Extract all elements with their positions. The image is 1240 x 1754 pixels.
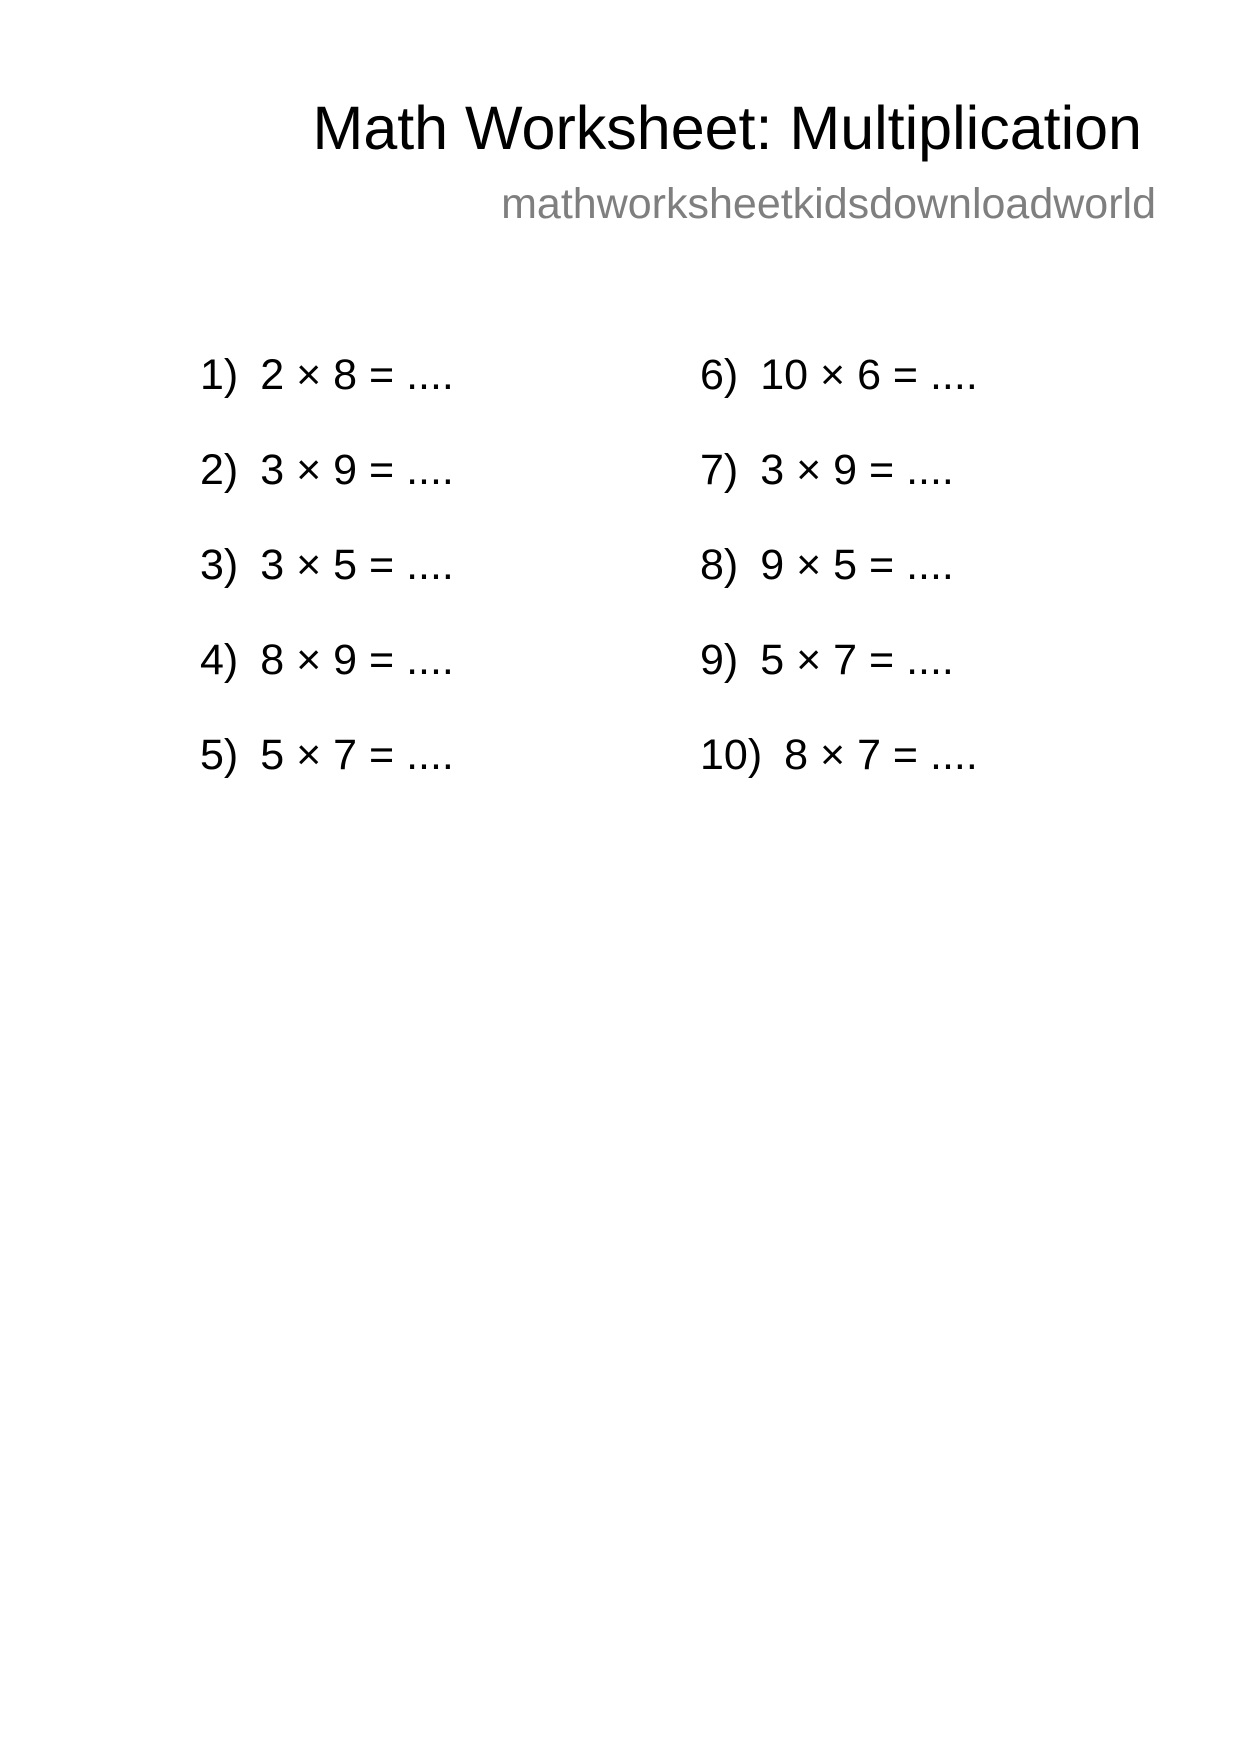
problem-number: 6) — [700, 351, 739, 399]
problem-number: 1) — [200, 351, 239, 399]
problem-expression: 10 × 6 = .... — [760, 351, 978, 399]
problem-expression: 3 × 5 = .... — [260, 541, 454, 589]
problem-expression: 5 × 7 = .... — [260, 731, 454, 779]
problem-number: 4) — [200, 636, 239, 684]
problem-number: 5) — [200, 731, 239, 779]
problem-number: 10) — [700, 731, 763, 779]
problem-item — [200, 446, 454, 544]
problem-expression: 9 × 5 = .... — [760, 541, 954, 589]
problem-item — [700, 636, 978, 734]
problem-item — [700, 351, 978, 449]
worksheet-title: Math Worksheet: Multiplication — [312, 94, 1142, 162]
problem-number: 9) — [700, 636, 739, 684]
problem-column-left — [200, 351, 454, 829]
problem-item — [700, 731, 978, 829]
problem-item — [200, 351, 454, 449]
problem-expression: 3 × 9 = .... — [260, 446, 454, 494]
problem-number: 2) — [200, 446, 239, 494]
problem-number: 3) — [200, 541, 239, 589]
problem-item — [200, 731, 454, 829]
problem-column-right — [700, 351, 978, 829]
problem-item — [700, 541, 978, 639]
worksheet-subtitle: mathworksheetkidsdownloadworld — [501, 180, 1156, 228]
problem-item — [200, 541, 454, 639]
problem-item — [700, 446, 978, 544]
problem-expression: 8 × 7 = .... — [784, 731, 978, 779]
problem-expression: 3 × 9 = .... — [760, 446, 954, 494]
problem-expression: 2 × 8 = .... — [260, 351, 454, 399]
problem-item — [200, 636, 454, 734]
problem-expression: 5 × 7 = .... — [760, 636, 954, 684]
problem-number: 8) — [700, 541, 739, 589]
problem-expression: 8 × 9 = .... — [260, 636, 454, 684]
problem-number: 7) — [700, 446, 739, 494]
